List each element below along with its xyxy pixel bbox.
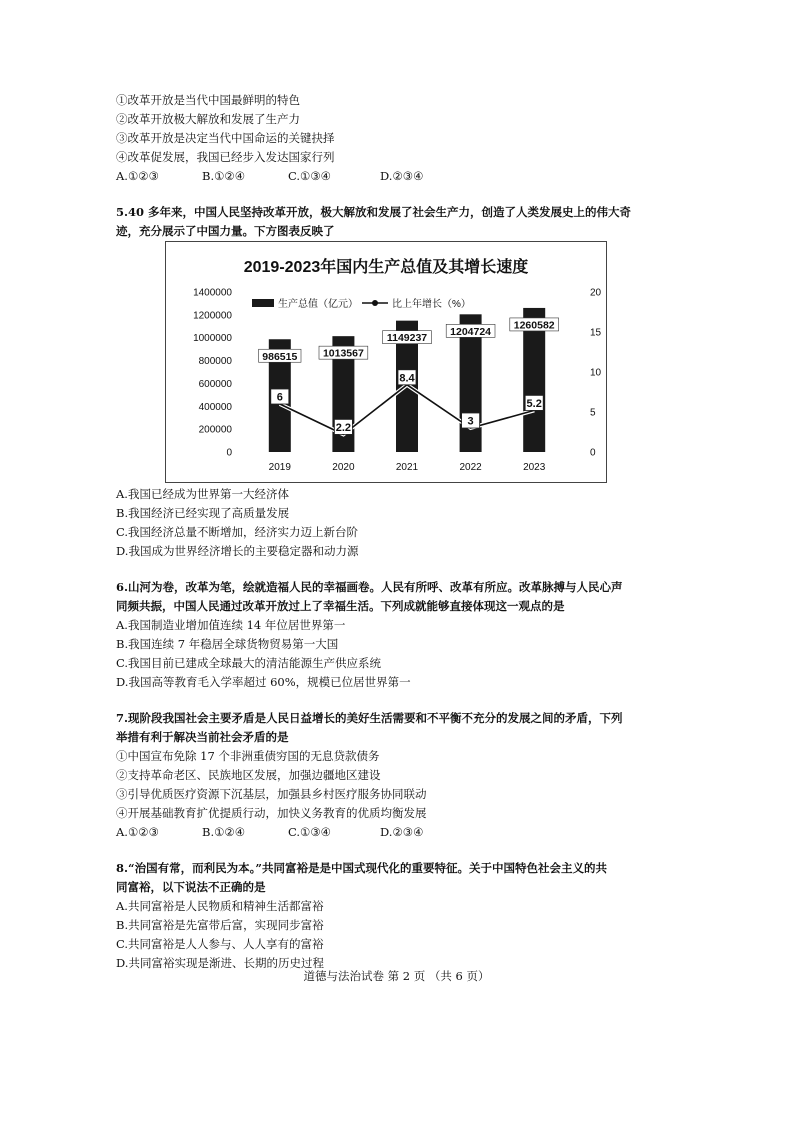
q5-option-d: D.我国成为世界经济增长的主要稳定器和动力源 (116, 544, 359, 558)
q6-option-c: C.我国目前已建成全球最大的清洁能源生产供应系统 (116, 656, 382, 670)
legend-bar-swatch (252, 299, 274, 307)
y-left-tick-label: 0 (226, 447, 232, 459)
q5-stem-line2: 迹，充分展示了中国力量。下方图表反映了 (116, 224, 335, 238)
q7-option-c: C.①③④ (288, 825, 331, 839)
y-right-tick-label: 10 (590, 367, 602, 379)
q6-stem-line1: 6.山河为卷，改革为笔，绘就造福人民的幸福画卷。人民有所呼、改革有所应。改革脉搏与人民心声 (116, 580, 623, 594)
q6-option-d: D.我国高等教育毛入学率超过 60%，规模已位居世界第一 (116, 675, 411, 689)
q8-option-b: B.共同富裕是先富带后富，实现同步富裕 (116, 918, 324, 932)
gdp-data-label: 986515 (262, 350, 298, 363)
q7-item-2: ②支持革命老区、民族地区发展，加强边疆地区建设 (116, 768, 381, 782)
legend-line-label: 比上年增长（%） (392, 299, 471, 310)
q6-stem-line2: 同频共振，中国人民通过改革开放过上了幸福生活。下列成就能够直接体现这一观点的是 (116, 599, 565, 613)
q5-option-a: A.我国已经成为世界第一大经济体 (116, 487, 289, 501)
q4-option-d: D.②③④ (380, 169, 424, 183)
q7-item-3: ③引导优质医疗资源下沉基层，加强县乡村医疗服务协同联动 (116, 787, 427, 801)
q7-options (116, 824, 423, 840)
q6-option-a: A.我国制造业增加值连续 14 年位居世界第一 (116, 618, 346, 632)
q8-stem-line2: 同富裕，以下说法不正确的是 (116, 880, 266, 894)
q8-option-a: A.共同富裕是人民物质和精神生活都富裕 (116, 899, 324, 913)
q8-option-d: D.共同富裕实现是渐进、长期的历史过程 (116, 956, 324, 970)
x-tick-label: 2022 (459, 462, 482, 473)
chart-legend (252, 297, 471, 310)
x-tick-label: 2020 (332, 462, 355, 473)
x-tick-label: 2019 (268, 462, 291, 473)
growth-data-label: 2.2 (335, 421, 352, 434)
q4-item-1: ①改革开放是当代中国最鲜明的特色 (116, 93, 300, 107)
q8-option-c: C.共同富裕是人人参与、人人享有的富裕 (116, 937, 324, 951)
q5-stem-line1: 5.40 多年来，中国人民坚持改革开放，极大解放和发展了社会生产力，创造了人类发展史上的伟大奇 (116, 205, 632, 219)
growth-data-label: 3 (467, 415, 474, 428)
q7-option-d: D.②③④ (380, 825, 424, 839)
q4-option-c: C.①③④ (288, 169, 331, 183)
q7-stem-line2: 举措有利于解决当前社会矛盾的是 (116, 730, 289, 744)
chart-title: 2019-2023年国内生产总值及其增长速度 (243, 259, 529, 276)
y-left-tick-label: 400000 (198, 401, 232, 413)
q4-item-2: ②改革开放极大解放和发展了生产力 (116, 112, 300, 126)
x-tick-label: 2021 (395, 462, 419, 473)
q7-option-b: B.①②④ (202, 825, 246, 839)
q7-option-a: A.①②③ (116, 825, 159, 839)
gdp-chart-svg (166, 242, 606, 482)
q4-option-a: A.①②③ (116, 169, 159, 183)
q7-item-1: ①中国宣布免除 17 个非洲重债穷国的无息贷款债务 (116, 749, 380, 763)
y-right-tick-label: 20 (590, 287, 602, 299)
q7-stem-line1: 7.现阶段我国社会主要矛盾是人民日益增长的美好生活需要和不平衡不充分的发展之间的矛盾，下列 (116, 711, 623, 725)
y-right-tick-label: 15 (590, 327, 602, 339)
gdp-data-label: 1204724 (450, 325, 492, 338)
q6-option-b: B.我国连续 7 年稳居全球货物贸易第一大国 (116, 637, 339, 651)
gdp-chart (165, 241, 607, 483)
growth-data-label: 5.2 (526, 397, 542, 410)
gdp-data-label: 1260582 (513, 319, 555, 332)
y-left-tick-label: 200000 (198, 424, 232, 436)
q5-option-c: C.我国经济总量不断增加，经济实力迈上新台阶 (116, 525, 359, 539)
q7-item-4: ④开展基础教育扩优提质行动，加快义务教育的优质均衡发展 (116, 806, 427, 820)
page-footer: 道德与法治试卷 第 2 页 （共 6 页） (303, 969, 490, 983)
gdp-data-label: 1149237 (386, 332, 428, 345)
q8-stem-line1: 8.“治国有常，而利民为本。”共同富裕是是中国式现代化的重要特征。关于中国特色社会主义的共 (116, 861, 607, 875)
q4-option-b: B.①②④ (202, 169, 246, 183)
growth-data-label: 6 (276, 391, 283, 404)
y-left-tick-label: 1400000 (193, 287, 232, 299)
legend-line-marker (372, 300, 378, 306)
q4-item-4: ④改革促发展，我国已经步入发达国家行列 (116, 150, 335, 164)
legend-bar-label: 生产总值（亿元） (278, 299, 358, 310)
y-left-tick-label: 1000000 (193, 333, 232, 345)
gdp-data-label: 1013567 (322, 347, 364, 360)
q4-options (116, 168, 423, 184)
y-left-tick-label: 800000 (198, 356, 232, 368)
y-left-tick-label: 600000 (198, 378, 232, 390)
y-right-tick-label: 0 (590, 447, 596, 459)
y-right-tick-label: 5 (590, 407, 596, 419)
q4-item-3: ③改革开放是决定当代中国命运的关键抉择 (116, 131, 335, 145)
growth-data-label: 8.4 (399, 372, 415, 385)
y-left-tick-label: 1200000 (193, 310, 232, 322)
x-tick-label: 2023 (523, 462, 546, 473)
q5-option-b: B.我国经济已经实现了高质量发展 (116, 506, 290, 520)
